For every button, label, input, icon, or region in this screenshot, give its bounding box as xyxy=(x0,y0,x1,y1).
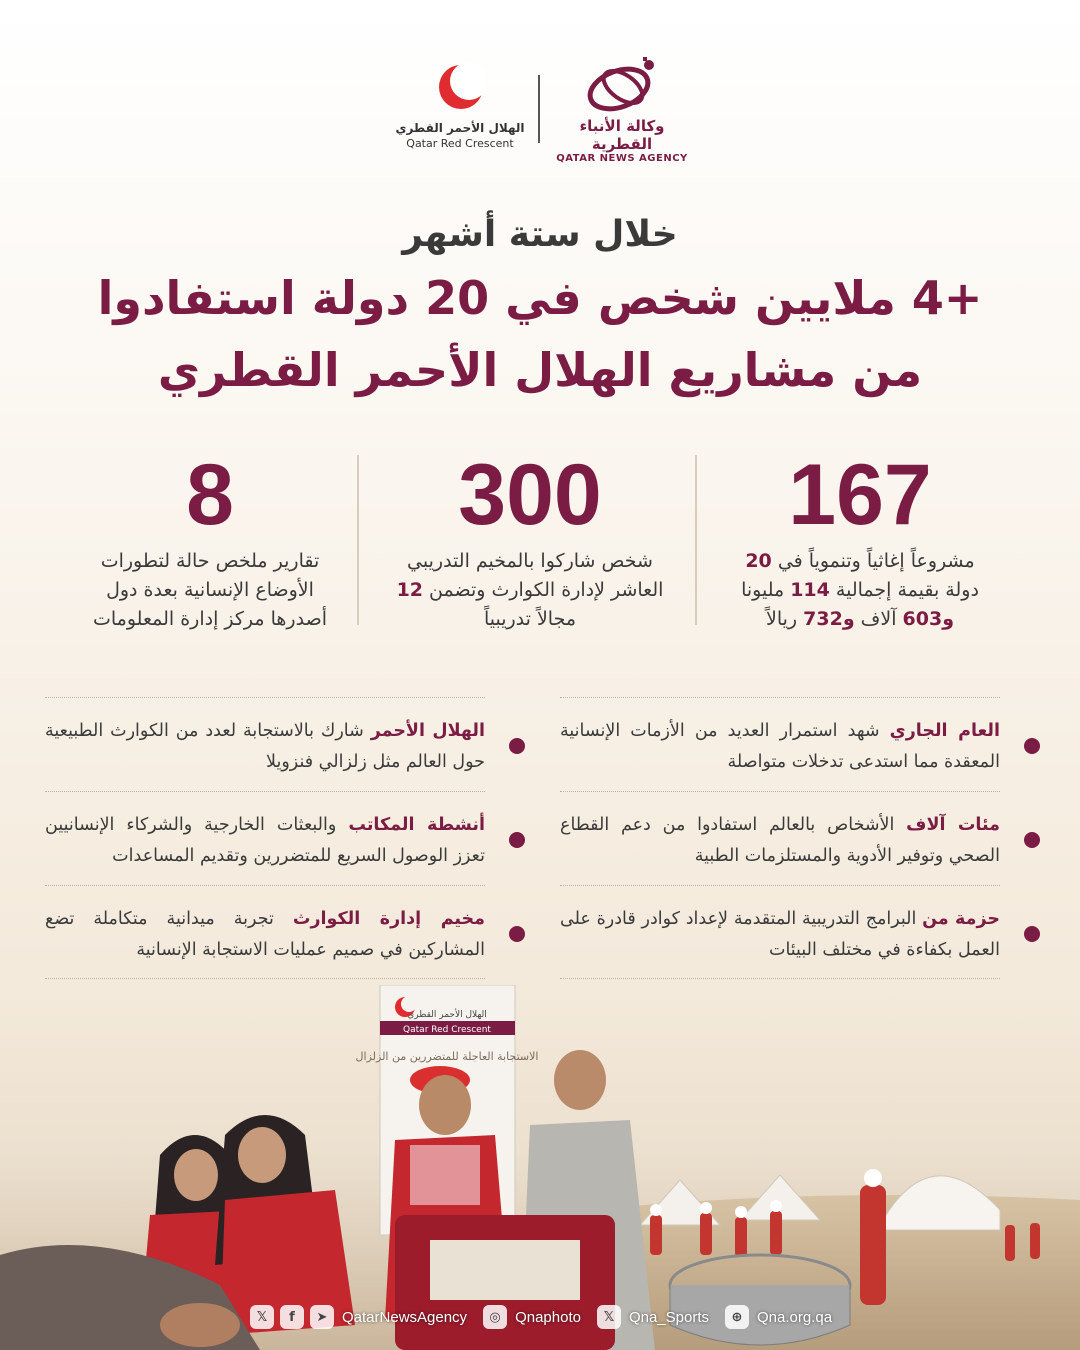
bullet-dot xyxy=(509,832,525,848)
list-item xyxy=(45,885,485,979)
instagram-icon[interactable]: ◎ xyxy=(483,1305,507,1329)
social-handle[interactable]: Qna_Sports xyxy=(628,1308,709,1326)
stat-highlight: 20 xyxy=(745,550,772,572)
stat-description xyxy=(50,547,370,634)
subtitle: خلال ستة أشهر xyxy=(402,214,678,255)
x-icon[interactable]: 𝕏 xyxy=(250,1305,274,1329)
stat-number: 300 xyxy=(458,447,602,543)
stat-text: أصدرها مركز إدارة المعلومات xyxy=(92,608,327,630)
bullets-left-column xyxy=(45,697,485,979)
stat-text: العاشر لإدارة الكوارث وتضمن xyxy=(423,579,664,601)
stat-description xyxy=(700,547,1020,634)
stat-text: مشروعاً إغاثياً وتنموياً في xyxy=(771,550,975,572)
list-item xyxy=(560,885,1000,979)
bullet-bold: حزمة من xyxy=(922,909,1001,929)
stat-number: 167 xyxy=(788,447,932,543)
bullet-bold: مخيم إدارة الكوارث xyxy=(292,909,486,929)
stat-text: الأوضاع الإنسانية بعدة دول xyxy=(106,579,314,601)
stat-number: 8 xyxy=(186,447,234,543)
globe-icon[interactable]: ⊕ xyxy=(725,1305,749,1329)
qna-logo xyxy=(552,55,692,164)
telegram-icon[interactable]: ➤ xyxy=(310,1305,334,1329)
stat-text: مليونا xyxy=(741,579,791,601)
bullet-bold: مئات آلاف xyxy=(906,815,1000,835)
headline-line-1: +4 ملايين شخص في 20 دولة استفادوا xyxy=(97,271,983,325)
bullet-body: البرامج التدريبية المتقدمة لإعداد كوادر قادرة على العمل بكفاءة في مختلف البيئات xyxy=(560,909,1000,960)
bullet-body: والبعثات الخارجية والشركاء الإنسانيين تعزز الوصول السريع للمتضررين وتقديم المساعدات xyxy=(45,815,485,866)
list-item xyxy=(45,697,485,791)
qrc-name-ar: الهلال الأحمر القطري xyxy=(395,121,525,135)
website-link[interactable]: Qna.org.qa xyxy=(757,1308,833,1326)
bullet-body: شهد استمرار العديد من الأزمات الإنسانية المعقدة مما استدعى تدخلات متواصلة xyxy=(560,721,1000,772)
bullet-dot xyxy=(1024,738,1040,754)
logo-divider xyxy=(538,75,540,143)
bullet-text xyxy=(45,810,485,872)
list-item xyxy=(560,697,1000,791)
list-item xyxy=(560,791,1000,885)
bullet-text xyxy=(560,810,1000,872)
bullet-dot xyxy=(509,926,525,942)
bullet-bold: الهلال الأحمر xyxy=(370,721,485,741)
qna-name-ar: وكالة الأنباء القطرية xyxy=(579,117,665,153)
qrc-name-en: Qatar Red Crescent xyxy=(406,137,514,150)
stat-description xyxy=(370,547,690,634)
stat-text: مجالاً تدريبياً xyxy=(483,608,577,630)
stat-text: دولة بقيمة إجمالية xyxy=(829,579,979,601)
social-handle[interactable]: Qnaphoto xyxy=(515,1308,581,1326)
bullet-body: تجربة ميدانية متكاملة تضع المشاركين في صميم عمليات الاستجابة الإنسانية xyxy=(45,909,485,960)
headline-line-2: من مشاريع الهلال الأحمر القطري xyxy=(157,343,923,397)
stat-divider xyxy=(695,455,697,625)
stat-highlight: 12 xyxy=(396,579,424,601)
bullet-dot xyxy=(1024,926,1040,942)
stats-section xyxy=(40,447,1040,640)
bullet-text xyxy=(560,904,1000,966)
stat-highlight: 114 xyxy=(790,579,830,601)
photo-illustration xyxy=(0,985,1080,1350)
bullet-text xyxy=(560,716,1000,778)
title-block xyxy=(0,210,1080,404)
bullet-bold: أنشطة المكاتب xyxy=(348,815,485,835)
bullet-body: الأشخاص بالعالم استفادوا من دعم القطاع الصحي وتوفير الأدوية والمستلزمات الطبية xyxy=(560,815,1000,866)
stat-text: آلاف xyxy=(854,608,903,630)
stat-trainees xyxy=(370,447,690,634)
stat-projects xyxy=(700,447,1020,634)
banner-org-ar: الهلال الأحمر القطري xyxy=(407,1010,487,1020)
social-handle[interactable]: QatarNewsAgency xyxy=(342,1308,468,1326)
x-icon[interactable]: 𝕏 xyxy=(597,1305,621,1329)
relief-photo xyxy=(0,985,1080,1350)
facebook-icon[interactable]: f xyxy=(280,1305,304,1329)
crescent-icon xyxy=(435,55,485,115)
stat-highlight: و732 xyxy=(803,608,855,630)
banner-text: الاستجابة العاجلة للمتضررين من الزلزال xyxy=(355,1050,539,1063)
bullet-dot xyxy=(1024,832,1040,848)
bullets-right-column xyxy=(560,697,1000,979)
stat-text: شخص شاركوا بالمخيم التدريبي xyxy=(407,550,653,572)
banner-org-en: Qatar Red Crescent xyxy=(403,1025,491,1035)
bullet-bold: العام الجاري xyxy=(889,721,1000,741)
stat-highlight: و603 xyxy=(902,608,954,630)
bullet-dot xyxy=(509,738,525,754)
stat-text: تقارير ملخص حالة لتطورات xyxy=(100,550,320,572)
social-bar xyxy=(250,1300,842,1334)
qna-emblem-icon xyxy=(577,55,667,117)
bullet-text xyxy=(45,904,485,966)
qna-name-en: QATAR NEWS AGENCY xyxy=(556,153,688,164)
qrc-logo xyxy=(395,55,525,150)
stat-text: ريالاً xyxy=(766,608,804,630)
stat-reports xyxy=(50,447,370,634)
header-logos xyxy=(0,55,1080,165)
list-item xyxy=(45,791,485,885)
bullet-text xyxy=(45,716,485,778)
bullet-body: شارك بالاستجابة لعدد من الكوارث الطبيعية حول العالم مثل زلزالي فنزويلا xyxy=(45,721,485,772)
